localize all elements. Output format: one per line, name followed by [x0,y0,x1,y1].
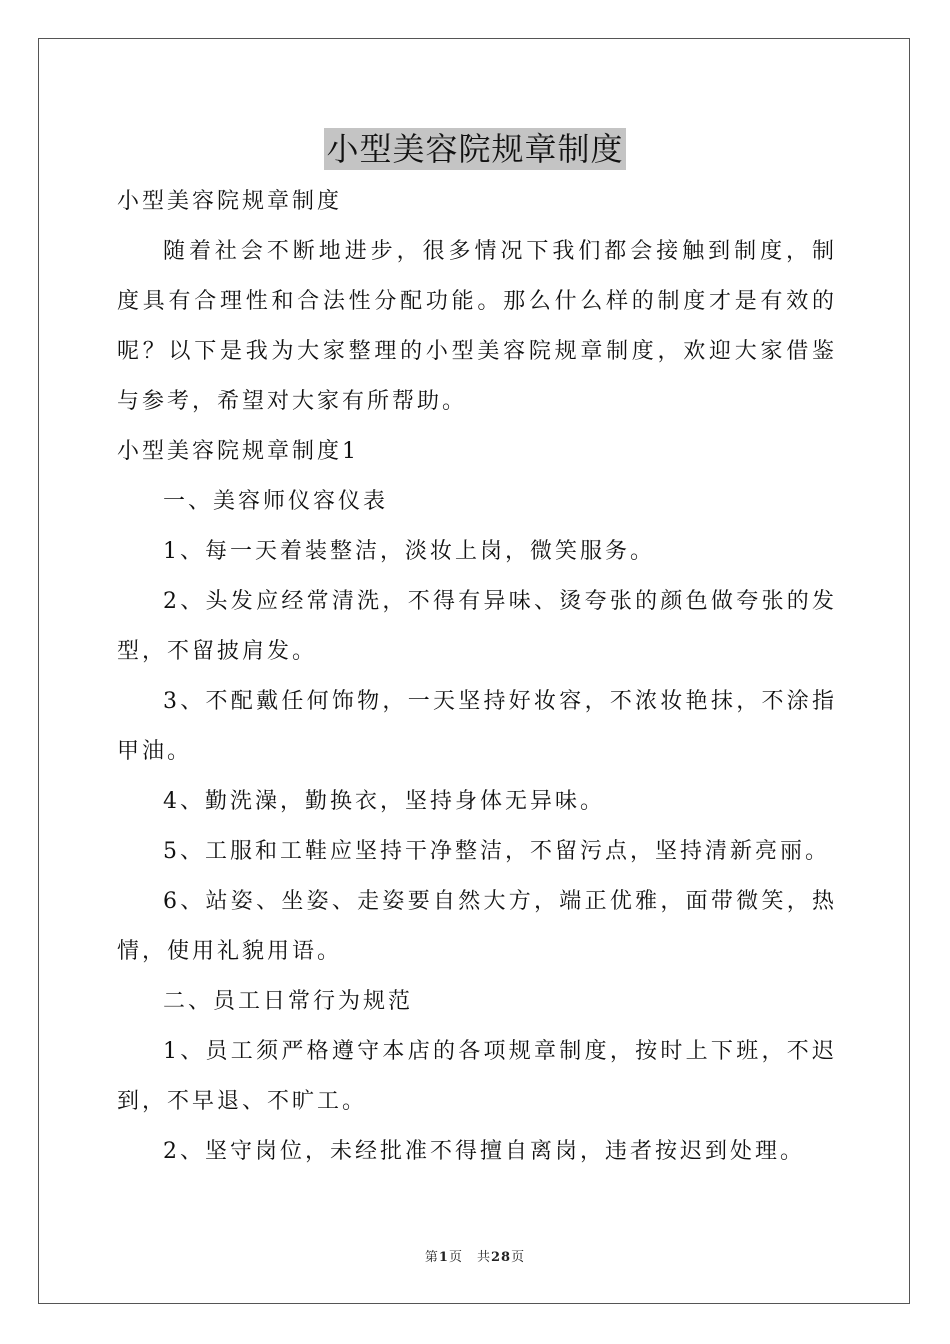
list-item: 6、站姿、坐姿、走姿要自然大方，端正优雅，面带微笑，热情，使用礼貌用语。 [117,889,837,964]
total-prefix: 共 [476,1250,491,1265]
list-item: 2、坚守岗位，未经批准不得擅自离岗，违者按迟到处理。 [163,1139,805,1164]
list-item: 2、头发应经常清洗，不得有异味、烫夸张的颜色做夸张的发型，不留披肩发。 [117,589,837,664]
list-item: 4、勤洗澡，勤换衣，坚持身体无异味。 [163,789,605,814]
document-title [0,128,950,170]
list-item: 3、不配戴任何饰物，一天坚持好妆容，不浓妆艳抹，不涂指甲油。 [117,689,837,764]
page-prefix: 第 [424,1250,439,1265]
page-footer [0,1246,950,1265]
subsection-heading: 一、美容师仪容仪表 [163,489,389,514]
list-item: 5、工服和工鞋应坚持干净整洁，不留污点，坚持清新亮丽。 [163,839,830,864]
paragraph-intro: 随着社会不断地进步，很多情况下我们都会接触到制度，制度具有合理性和合法性分配功能。那么什么样的制度才是有效的呢？以下是我为大家整理的小型美容院规章制度，欢迎大家借鉴与参考，希望对大家有所帮助。 [117,239,837,414]
page-number: 1 [438,1250,449,1265]
subsection-heading: 二、员工日常行为规范 [163,989,414,1014]
total-pages: 28 [490,1250,512,1265]
document-title-text: 小型美容院规章制度 [326,130,624,168]
section-heading: 小型美容院规章制度1 [117,439,359,464]
list-item: 1、员工须严格遵守本店的各项规章制度，按时上下班，不迟到，不早退、不旷工。 [117,1039,837,1114]
total-suffix: 页 [511,1250,526,1265]
page-suffix: 页 [448,1250,463,1265]
paragraph-subtitle: 小型美容院规章制度 [117,189,343,214]
list-item: 1、每一天着装整洁，淡妆上岗，微笑服务。 [163,539,655,564]
document-body [117,177,837,1177]
